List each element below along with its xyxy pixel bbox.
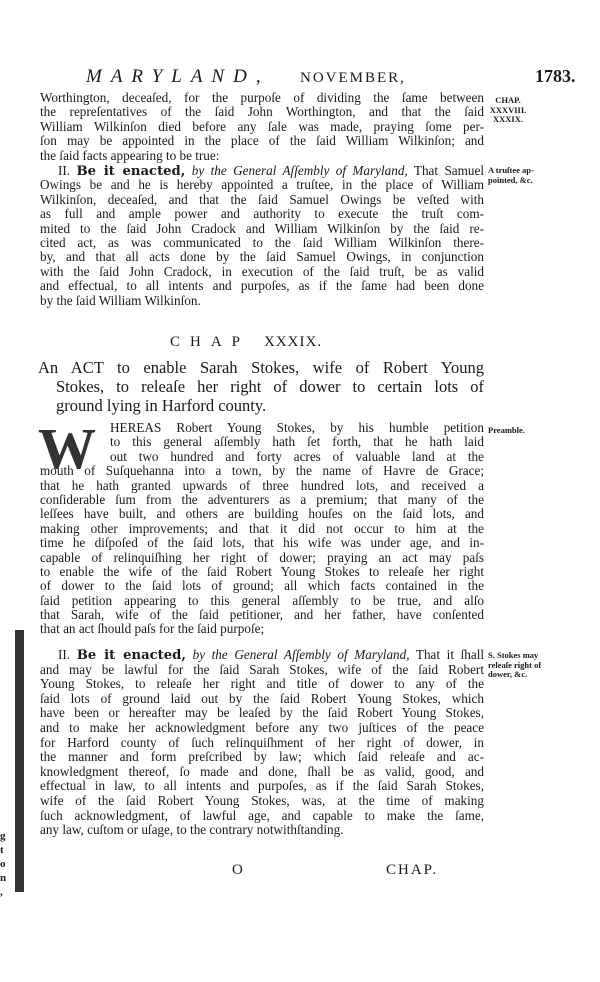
text-line: effectual in law, to all intents and purpoſes, as if the ſaid Sarah Stokes, (40, 778, 484, 794)
text-line: as full and ample power and authority to execute the truſt com- (40, 206, 484, 222)
section-first-line (40, 164, 484, 178)
text-line: of dower to the ſaid lots of ground; all which facts contained in the (40, 578, 484, 594)
text-line: Worthington, deceaſed, for the purpoſe of dividing the ſame between (40, 90, 484, 105)
act-title (38, 358, 484, 415)
text-line: An ACT to enable Sarah Stokes, wife of Robert Young (38, 358, 484, 377)
running-head-month: NOVEMBER, (300, 70, 406, 86)
section-ii-stokes (40, 648, 484, 838)
margin-note-preamble: Preamble. (488, 425, 525, 435)
running-head-year: 1783. (535, 66, 576, 86)
paragraph-continuation (40, 91, 484, 163)
text-line: for Harford county of ſuch relinquiſhment of her right of dower, in (40, 734, 484, 750)
text-line: and may be lawful for the ſaid Sarah Stokes, wife of the ſaid Robert (40, 661, 484, 677)
enacting-authority: by the General Aſſembly of Maryland, (191, 163, 408, 178)
edge-letter: g (0, 830, 6, 842)
margin-note-line: pointed, &c. (488, 174, 533, 185)
text-line: wife of the ſaid Robert Young Stokes, was, at the time of making (40, 792, 484, 808)
text-line: conſiderable ſum from the adventurers as a premium; that many of the (40, 491, 484, 507)
catchword: CHAP. (386, 862, 439, 878)
text-line: that he hath granted upwards of three hundred lots, and received a (40, 477, 484, 493)
chapter-number: XXXIX. (264, 334, 323, 350)
text-line: with the ſaid John Cradock, in execution of the ſaid truſt, be as valid (40, 263, 484, 279)
section-ii-trustee (40, 164, 484, 308)
enacting-authority: by the General Aſſembly of Maryland, (192, 647, 410, 662)
text-line: mited to the ſaid John Cradock and William Wilkinſon by the ſaid re- (40, 220, 484, 236)
text-line: making other improvements; and that it did not occur to him at the (40, 520, 484, 536)
section-text: That Samuel (413, 163, 485, 178)
text-line: and to make her acknowledgment before any two juſtices of the peace (40, 719, 484, 735)
text-line: the manner and form preſcribed by law; which ſaid releaſe and ac- (40, 749, 484, 765)
text-line: time he diſpoſed of the ſaid lots, that his wife was under age, and in- (40, 535, 484, 551)
text-line: and effectual, to all intents and purpoſes, as if the ſame had been done (40, 278, 484, 294)
text-line: Wilkinſon, deceaſed, and that the ſaid Samuel Owings be veſted with (40, 191, 484, 207)
text-line: that Sarah, wife of the ſaid petitioner, and her father, have conſented (40, 607, 484, 623)
text-line: Young Stokes, to releaſe her right and title of dower to any of the (40, 676, 484, 692)
preamble-paragraph (38, 416, 484, 637)
text-line: HEREAS Robert Young Stokes, by his humble petition (110, 420, 484, 435)
section-text: That it ſhall (415, 647, 485, 662)
margin-note-line: dower, &c. (488, 669, 528, 679)
text-line: by the ſaid William Wilkinſon. (40, 292, 201, 308)
text-line: mouth of Suſquehanna into a town, by the name of Havre de Grace; (40, 463, 484, 479)
signature-mark: O (232, 862, 243, 878)
text-line: ſaid lots of ground laid out by the ſaid Robert Young Stokes, which (40, 690, 484, 706)
binding-edge-shadow (15, 630, 24, 892)
text-line: the ſaid facts appearing to be true: (40, 147, 220, 163)
chapter-heading (170, 334, 322, 351)
text-line: cited act, as was communicated to the ſaid William Wilkinſon there- (40, 234, 484, 250)
margin-note-line: XXXVIII. (489, 104, 527, 115)
enacting-words: Be it enacted, (76, 164, 186, 179)
drop-cap: W (38, 416, 96, 481)
edge-letter: n (0, 872, 7, 884)
text-line: any law, cuſtom or uſage, to the contrary notwithſtanding. (40, 822, 344, 838)
text-line: by, and that all acts done by the ſaid Samuel Owings, in conjunction (40, 249, 484, 265)
edge-letter: o (0, 858, 6, 870)
section-number: II. (58, 163, 71, 178)
text-line: Stokes, to releaſe her right of dower to certain lots of (56, 377, 484, 396)
text-line: have been or hereafter may be leaſed by the ſaid Robert Young Stokes, (40, 705, 484, 721)
text-line: knowledgment thereof, ſo made and done, ſhall be as valid, good, and (40, 763, 484, 779)
edge-letter: , (0, 886, 3, 898)
text-line: William Wilkinſon died before any ſale was made, praying ſome per- (40, 118, 484, 134)
edge-letter: t (0, 844, 4, 856)
margin-note-line: CHAP. (495, 95, 521, 105)
text-line: to enable the wife of the ſaid Robert Young Stokes to releaſe her right (40, 563, 484, 579)
text-line: that an act ſhould paſs for the ſaid purpoſe; (40, 621, 265, 637)
text-line: capable of relinquiſhing her right of dower; praying an act may paſs (40, 549, 484, 565)
chapter-label: CHAP (170, 334, 251, 350)
text-line: Owings be and he is hereby appointed a truſtee, in the place of William (40, 177, 484, 193)
text-line: out two hundred and forty acres of valuable land at the (110, 448, 484, 464)
margin-note-line: S. Stokes may (488, 650, 539, 660)
text-line: leſſees have built, and others are building houſes on the ſaid lots, and (40, 506, 484, 522)
text-line: ground lying in Harford county. (56, 396, 267, 415)
margin-note-line: releaſe right of (488, 659, 542, 670)
enacting-words: Be it enacted, (76, 648, 186, 663)
text-line: ſon may be appointed in the place of the ſaid William Wilkinſon; and (40, 133, 484, 149)
text-line: ſuch acknowledgment, of lawful age, and capable to make the ſame, (40, 807, 484, 823)
section-first-line (40, 648, 484, 663)
text-line: ſaid petition appearing to this general aſſembly to be true, and alſo (40, 592, 484, 608)
margin-note-stokes (488, 651, 568, 680)
running-head-title: MARYLAND, (86, 66, 270, 87)
margin-note-line: XXXIX. (493, 114, 523, 124)
text-line: to this general aſſembly hath ſet forth, that he hath laid (110, 434, 484, 450)
text-line: the repreſentatives of the ſaid John Worthington, and that the ſaid (40, 104, 484, 120)
margin-note-line: A truſtee ap- (488, 165, 534, 175)
margin-note-trustee (488, 166, 568, 185)
margin-note-chapter-ref (488, 96, 528, 125)
section-number: II. (58, 647, 71, 662)
